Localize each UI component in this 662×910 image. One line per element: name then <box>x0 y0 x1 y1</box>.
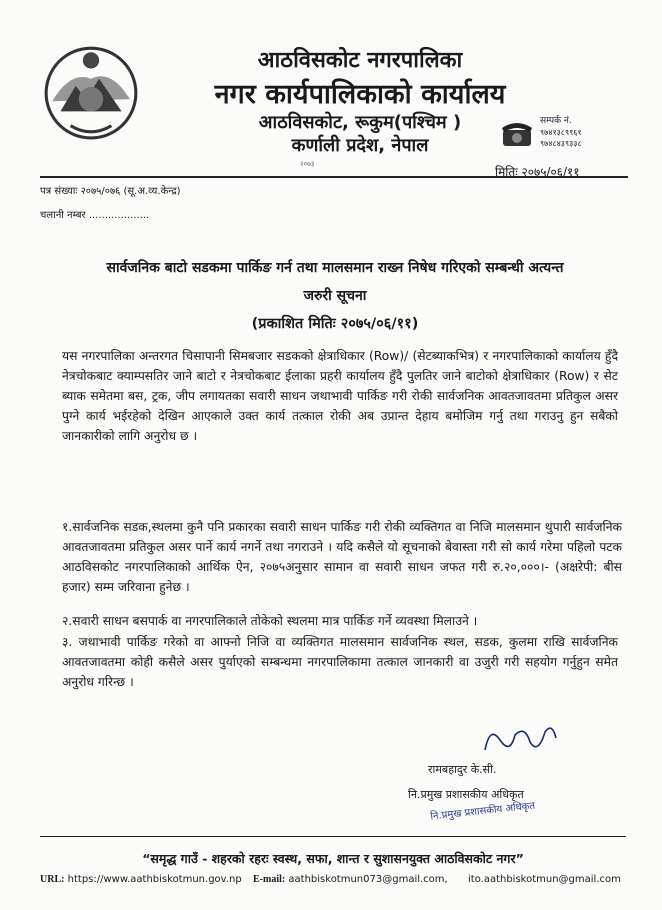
official-stamp: नि.प्रमुख प्रशासकीय अधिकृत <box>429 800 536 823</box>
contact-label: सम्पर्क नं. <box>540 116 572 126</box>
notice-point-2: २.सवारी साधन बसपार्क वा नगरपालिकाले तोकेको स्थलमा मात्र पार्किङ गर्ने व्यवस्था मिलाउने । <box>62 614 478 628</box>
province-country: कर्णाली प्रदेश, नेपाल <box>291 135 429 156</box>
subject-line-1: सार्वजनिक बाटो सडकमा पार्किङ गर्न तथा मालसमान राख्न निषेध गरिएको सम्बन्धी अत्यन्त <box>106 260 564 276</box>
published-date: (प्रकाशित मितिः २०७५/०६/११) <box>251 316 419 332</box>
notice-point-3: ३. जथाभावी पार्किङ गरेको वा आफ्नो निजि वा व्यक्तिगत मालसमान सार्वजनिक स्थल, सडक, कुलमा राखि सार्वजनिक आवतजावतमा कोही कसैले असर पुर्याएको सम्बन्धमा नगरपालिकामा तत्काल जानकारी वा उजुरी गरी सहयोग गर्नुहुन समेत अनुरोध गरिन्छ । <box>62 635 618 689</box>
letter-ref-number: पत्र संख्याः २०७५/०७६ (सू.अ.व्य.केन्द्र) <box>40 186 181 197</box>
notice-body: यस नगरपालिका अन्तरगत चिसापानी सिमबजार सडकको क्षेत्राधिकार (Row)/ (सेटब्याकभित्र) र नगरपालिकाको कार्यालय हुँदै नेत्रचोकबाट क्याम्पसतिर जाने बाटो र नेत्रचोकबाट ईलाका प्रहरी कार्यालय हुँदै पुलतिर जाने बाटोको क्षेत्राधिकार (Row) र सेट ब्याक समेतमा बस, ट्रक, जीप लगायतका सवारी साधन जथाभावी पार्किङ गरी रोकी सार्वजनिक आवतजावतमा प्रतिकुल असर पुग्ने कार्य भईरहेको देखिन आएकाले उक्त कार्य तत्काल रोकी अब उप्रान्त देहाय बमोजिम गर्नु तथा गराउनु हुन सबैको जानकारीको लागि अनुरोध छ । <box>62 349 618 443</box>
email-link-1[interactable]: aathbiskotmun073@gmail.com, <box>288 874 448 885</box>
contact-phone-1: ९७४१३८९९६१ <box>540 128 582 137</box>
municipality-motto: “समृद्ध गाउँ - शहरको रहरः स्वस्थ, सफा, शान्त र सुशासनयुक्त आठविसकोट नगर” <box>142 851 524 866</box>
footer-divider <box>40 836 626 837</box>
nepal-government-emblem-icon <box>40 40 142 142</box>
subject-line-2: जरुरी सूचना <box>303 288 367 304</box>
contact-phone-2: ९७४८४३९३३८ <box>540 139 582 148</box>
notice-point-1: १.सार्वजनिक सडक,स्थलमा कुनै पनि प्रकारका सवारी साधन पार्किङ गरी रोकी व्यक्तिगत वा निजि मालसमान थुपारी सार्वजनिक आवतजावतमा प्रतिकुल असर पार्ने कार्य नगर्ने तथा नगराउने । यदि कसैले यो सूचनाको बेवास्ता गरी सो कार्य गरेमा पहिलो पटक आठविसकोट नगरपालिकाको आर्थिक ऐन, २०७५अनुसार सामान वा सवारी साधन जफत गरी रु.२०,०००।- (अक्षरेपी: बीस हजार) सम्म जरिवाना हुनेछ । <box>62 520 622 594</box>
website-link[interactable]: https://www.aathbiskotmun.gov.np <box>67 874 242 885</box>
signatory-name: रामबहादुर के.सी. <box>428 763 497 776</box>
footer-email <box>253 874 448 885</box>
footer-url <box>40 874 242 885</box>
url-label: URL: <box>40 874 65 885</box>
email-label: E-mail: <box>253 874 286 885</box>
handwritten-signature <box>480 720 560 760</box>
contact-block <box>540 116 582 149</box>
email-link-2[interactable]: ito.aathbiskotmun@gmail.com <box>468 874 621 885</box>
telephone-icon <box>500 118 534 148</box>
office-address: आठविसकोट, रूकुम(पश्चिम ) <box>258 112 462 133</box>
issue-date: मितिः २०७५/०६/११ <box>495 165 580 179</box>
office-name: नगर कार्यपालिकाको कार्यालय <box>214 79 506 110</box>
municipality-name: आठविसकोट नगरपालिका <box>257 48 463 73</box>
signatory-title: नि.प्रमुख प्रशासकीय अधिकृत <box>408 788 524 801</box>
header-divider <box>40 176 628 178</box>
dispatch-number: चलानी नम्बर ................... <box>40 210 150 221</box>
header-stamp-year: २०७३ <box>300 160 315 168</box>
